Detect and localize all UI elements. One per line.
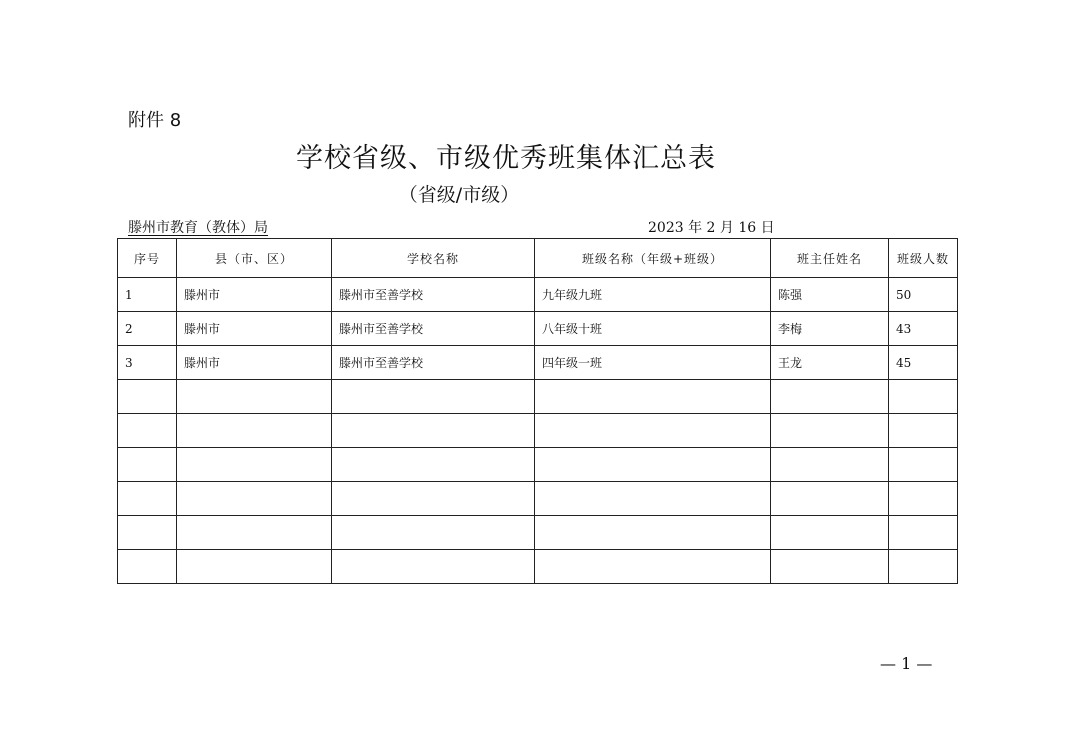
table-cell: 四年级一班 bbox=[535, 346, 771, 380]
table-cell bbox=[889, 482, 958, 516]
table-cell bbox=[177, 516, 332, 550]
table-cell: 1 bbox=[118, 278, 177, 312]
table-row bbox=[118, 550, 958, 584]
table-row bbox=[118, 312, 958, 346]
issue-date: 2023 年 2 月 16 日 bbox=[648, 220, 775, 236]
table-cell: 李梅 bbox=[771, 312, 889, 346]
table-cell bbox=[118, 482, 177, 516]
table-cell bbox=[889, 414, 958, 448]
column-header: 县（市、区） bbox=[177, 239, 332, 278]
table-row bbox=[118, 380, 958, 414]
table-cell bbox=[118, 550, 177, 584]
table-cell bbox=[889, 448, 958, 482]
table-cell bbox=[177, 380, 332, 414]
attachment-label: 附件 8 bbox=[128, 110, 182, 131]
table-cell: 滕州市 bbox=[177, 346, 332, 380]
table-cell: 滕州市 bbox=[177, 278, 332, 312]
page-title: 学校省级、市级优秀班集体汇总表 bbox=[296, 143, 716, 174]
table-cell bbox=[771, 414, 889, 448]
table-cell bbox=[771, 516, 889, 550]
table-cell bbox=[535, 550, 771, 584]
table-cell: 滕州市至善学校 bbox=[332, 278, 535, 312]
column-header: 班级名称（年级+班级） bbox=[535, 239, 771, 278]
table-cell: 滕州市至善学校 bbox=[332, 346, 535, 380]
table-cell bbox=[535, 516, 771, 550]
table-cell bbox=[332, 550, 535, 584]
table-cell bbox=[771, 482, 889, 516]
table-cell bbox=[889, 380, 958, 414]
table-cell: 45 bbox=[889, 346, 958, 380]
table-cell bbox=[177, 448, 332, 482]
table-cell: 陈强 bbox=[771, 278, 889, 312]
table-row bbox=[118, 482, 958, 516]
table-cell bbox=[177, 482, 332, 516]
table-cell bbox=[332, 516, 535, 550]
table-row bbox=[118, 346, 958, 380]
table-row bbox=[118, 516, 958, 550]
table-cell bbox=[177, 550, 332, 584]
table-cell bbox=[535, 482, 771, 516]
table-cell bbox=[332, 380, 535, 414]
table-cell bbox=[177, 414, 332, 448]
table-cell bbox=[771, 550, 889, 584]
table-cell bbox=[118, 414, 177, 448]
table-cell bbox=[535, 414, 771, 448]
table-cell bbox=[771, 380, 889, 414]
table-cell bbox=[332, 482, 535, 516]
column-header: 班级人数 bbox=[889, 239, 958, 278]
table-cell bbox=[889, 516, 958, 550]
table-cell: 九年级九班 bbox=[535, 278, 771, 312]
column-header: 序号 bbox=[118, 239, 177, 278]
table-cell: 王龙 bbox=[771, 346, 889, 380]
table-cell: 3 bbox=[118, 346, 177, 380]
table-header-row bbox=[118, 239, 958, 278]
table-cell bbox=[332, 448, 535, 482]
table-cell: 50 bbox=[889, 278, 958, 312]
table-cell bbox=[889, 550, 958, 584]
table-cell bbox=[332, 414, 535, 448]
table-row bbox=[118, 278, 958, 312]
table-cell: 滕州市 bbox=[177, 312, 332, 346]
table-cell bbox=[118, 448, 177, 482]
table-cell: 滕州市至善学校 bbox=[332, 312, 535, 346]
table-cell: 2 bbox=[118, 312, 177, 346]
table-cell bbox=[118, 380, 177, 414]
table-cell bbox=[771, 448, 889, 482]
table-cell bbox=[535, 380, 771, 414]
page-number: — 1 — bbox=[880, 654, 933, 673]
table-row bbox=[118, 448, 958, 482]
table-cell bbox=[118, 516, 177, 550]
table-cell bbox=[535, 448, 771, 482]
table-row bbox=[118, 414, 958, 448]
table-cell: 八年级十班 bbox=[535, 312, 771, 346]
column-header: 学校名称 bbox=[332, 239, 535, 278]
page-subtitle: （省级/市级） bbox=[398, 184, 520, 206]
summary-table bbox=[117, 238, 958, 584]
table-cell: 43 bbox=[889, 312, 958, 346]
column-header: 班主任姓名 bbox=[771, 239, 889, 278]
issuer-label: 滕州市教育（教体）局 bbox=[128, 220, 268, 236]
